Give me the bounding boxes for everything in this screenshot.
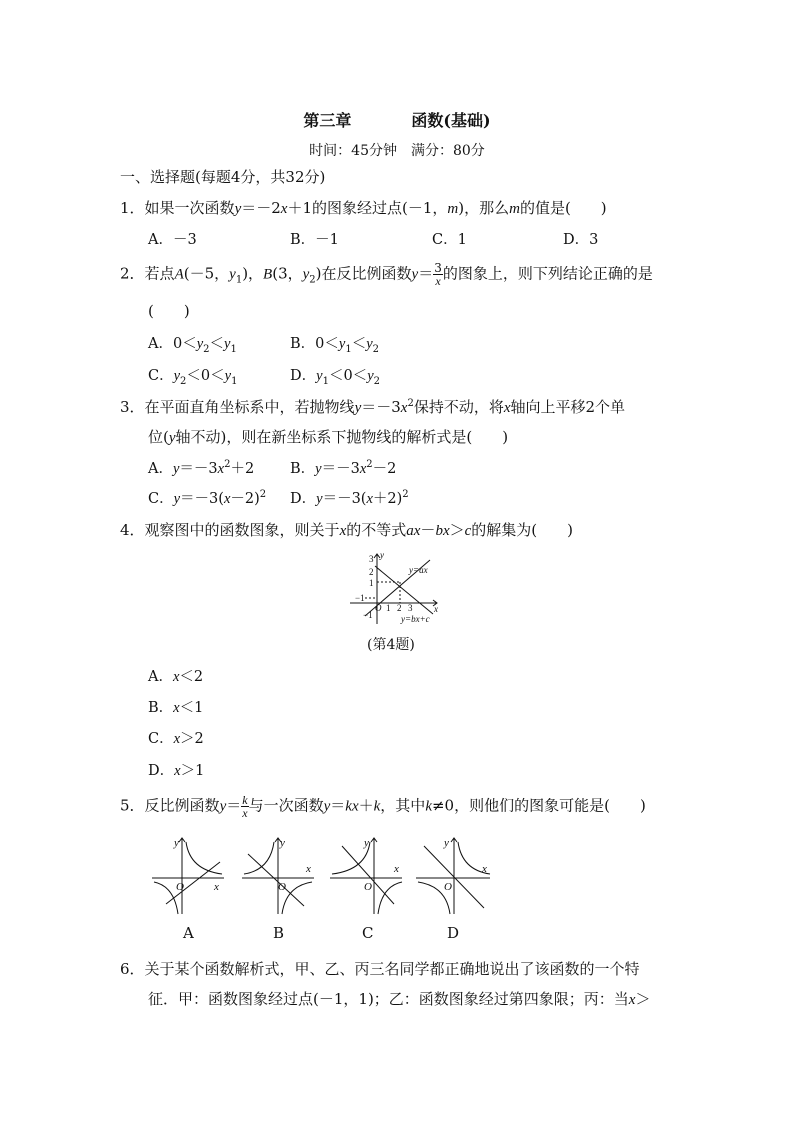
q1-option-d[interactable]: D．3 <box>563 232 599 248</box>
q5-choice-c[interactable]: C <box>362 924 374 942</box>
svg-text:x: x <box>306 863 311 875</box>
svg-text:y: y <box>280 837 285 849</box>
question-3-line-2: 位(y轴不动)，则在新坐标系下抛物线的解析式是( ) <box>148 428 509 446</box>
q3-option-a[interactable]: A．$y=-3x^2+2$ <box>148 459 255 477</box>
line-label-bxc: y=bx+c <box>401 614 430 624</box>
question-3: 3．在平面直角坐标系中，若抛物线$y=-3x^2$保持不动，将x轴向上平移2个单 <box>120 398 626 416</box>
y-axis-label: y <box>380 550 384 560</box>
tick-x-2: 2 <box>397 603 402 613</box>
tick-x-neg1: −1 <box>355 593 365 603</box>
chapter-label: 第三章 <box>303 111 352 130</box>
q5-choice-d[interactable]: D <box>447 924 460 942</box>
svg-text:x: x <box>214 881 219 893</box>
q4-option-d[interactable]: D．x＞1 <box>148 763 205 779</box>
q2-option-d[interactable]: D．$y_1<0<y_2$ <box>290 368 380 387</box>
q4-option-c[interactable]: C．x＞2 <box>148 731 204 747</box>
question-number: 3． <box>120 398 145 416</box>
q2-answer-blank: ( ) <box>148 302 190 320</box>
svg-text:x: x <box>482 863 487 875</box>
svg-text:O: O <box>364 881 372 893</box>
question-1: 1．如果一次函数y＝－2x＋1的图象经过点(－1，m)，那么m的值是( ) <box>120 199 607 217</box>
question-6: 6．关于某个函数解析式，甲、乙、丙三名同学都正确地说出了该函数的一个特 <box>120 960 640 978</box>
question-6-line-2: 征．甲：函数图象经过点(－1，1)；乙：函数图象经过第四象限；丙：当x＞ <box>148 990 651 1008</box>
q2-option-c[interactable]: C．$y_2<0<y_1$ <box>148 368 238 387</box>
q3-option-b[interactable]: B．$y=-3x^2-2$ <box>290 459 397 477</box>
exam-meta: 时间：45分钟 满分：80分 <box>309 143 485 159</box>
q5-choice-a[interactable]: A <box>183 924 194 942</box>
tick-x-3: 3 <box>408 603 413 613</box>
svg-text:y: y <box>364 837 369 849</box>
svg-text:x: x <box>394 863 399 875</box>
question-2: 2．若点A(－5，$y_1$)，B(3，$y_2$)在反比例函数y＝ $\frac{3}{x}$ 的图象上，则下列结论正确的是 <box>120 261 653 288</box>
q4-caption: (第4题) <box>367 637 415 653</box>
graph-c <box>330 838 402 914</box>
q3-option-d[interactable]: D．$y=-3(x+2)^2$ <box>290 489 409 507</box>
question-4: 4．观察图中的函数图象，则关于x的不等式ax－bx＞c的解集为( ) <box>120 521 574 539</box>
q1-option-c[interactable]: C．1 <box>432 232 467 248</box>
tick-y-neg1: −1 <box>363 610 373 620</box>
q2-option-b[interactable]: B．$0<y_1<y_2$ <box>290 336 380 355</box>
fraction-k-over-x: $\frac{k}{x}$ <box>242 793 248 820</box>
page-title <box>0 108 794 131</box>
line-label-ax: y=ax <box>409 565 428 575</box>
question-number: 1． <box>120 199 145 217</box>
tick-y-3: 3 <box>369 554 374 564</box>
question-number: 5． <box>120 796 145 815</box>
tick-y-1: 1 <box>369 578 374 588</box>
svg-text:O: O <box>278 881 286 893</box>
graph-a <box>152 838 224 914</box>
q1-option-a[interactable]: A．－3 <box>148 232 197 248</box>
question-5: 5．反比例函数y＝ $\frac{k}{x}$ 与一次函数y＝kx＋k，其中k≠0，则他们的图象可能是( ) <box>120 793 646 820</box>
svg-text:y: y <box>444 837 449 849</box>
x-axis-label: x <box>434 604 438 614</box>
svg-text:y: y <box>174 837 179 849</box>
question-number: 2． <box>120 264 145 283</box>
tick-x-1: 1 <box>386 603 391 613</box>
graph-b <box>242 838 314 914</box>
svg-text:O: O <box>176 881 184 893</box>
q2-option-a[interactable]: A．$0<y_2<y_1$ <box>148 336 237 355</box>
question-number: 4． <box>120 521 145 539</box>
section-heading: 一、选择题(每题4分，共32分) <box>120 168 326 186</box>
q4-option-a[interactable]: A．x＜2 <box>148 669 204 685</box>
q5-choice-b[interactable]: B <box>273 924 285 942</box>
graph-d <box>416 838 490 914</box>
origin-label: O <box>375 603 382 613</box>
q3-option-c[interactable]: C．$y=-3(x-2)^2$ <box>148 489 267 507</box>
question-number: 6． <box>120 960 145 978</box>
q4-graph <box>345 548 450 628</box>
tick-y-2: 2 <box>369 567 374 577</box>
chapter-title: 函数(基础) <box>411 111 491 130</box>
svg-text:O: O <box>444 881 452 893</box>
q5-graphs <box>148 832 498 917</box>
q1-option-b[interactable]: B．－1 <box>290 232 339 248</box>
fraction-3-over-x: $\frac{3}{x}$ <box>434 261 442 288</box>
q4-option-b[interactable]: B．x＜1 <box>148 700 204 716</box>
